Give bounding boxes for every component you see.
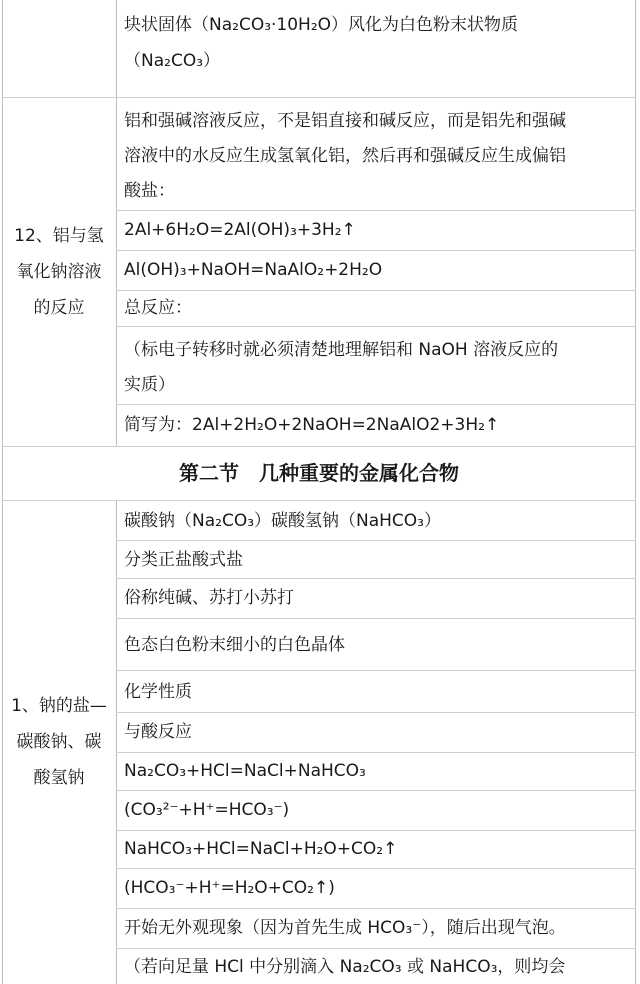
cell-line: （若向足量 HCl 中分别滴入 Na₂CO₃ 或 NaHCO₃，则均会: [124, 957, 566, 977]
cell-line: Na₂CO₃+HCl=NaCl+NaHCO₃: [124, 761, 366, 781]
row-divider: [116, 752, 636, 753]
cell-line: 酸盐：: [124, 181, 175, 201]
table-cell: [124, 10, 518, 76]
label-line: 氧化钠溶液: [16, 262, 102, 282]
cell-line: 总反应：: [124, 298, 192, 318]
cell-line: 实质）: [124, 375, 175, 395]
row-divider: [2, 97, 636, 98]
row-divider: [2, 500, 636, 501]
row-divider: [116, 908, 636, 909]
cell-line: 铝和强碱溶液反应，不是铝直接和碱反应，而是铝先和强碱: [124, 111, 566, 131]
table-cell: [124, 952, 565, 982]
row-divider: [116, 868, 636, 869]
cell-line: NaHCO₃+HCl=NaCl+H₂O+CO₂↑: [124, 839, 398, 859]
row-divider: [116, 578, 636, 579]
document-table: [2, 0, 636, 984]
row-divider: [116, 290, 636, 291]
table-cell: [124, 913, 566, 943]
row-divider: [116, 948, 636, 949]
row-divider: [116, 540, 636, 541]
cell-line: 碳酸钠（Na₂CO₃）碳酸氢钠（NaHCO₃）: [124, 511, 441, 531]
row-divider: [116, 790, 636, 791]
table-cell: [124, 293, 192, 323]
row-divider: [116, 830, 636, 831]
label-line: 的反应: [33, 298, 85, 318]
column-divider: [116, 500, 117, 984]
section-title: 第二节 几种重要的金属化合物: [179, 461, 459, 485]
cell-line: 开始无外观现象（因为首先生成 HCO₃⁻），随后出现气泡。: [124, 918, 566, 938]
cell-line: 色态白色粉末细小的白色晶体: [124, 635, 345, 655]
cell-line: Al(OH)₃+NaOH=NaAlO₂+2H₂O: [124, 260, 383, 280]
equation-cell: [124, 795, 289, 825]
equation-cell: [124, 756, 366, 786]
row-divider: [116, 210, 636, 211]
cell-line: 俗称纯碱、苏打小苏打: [124, 588, 294, 608]
cell-line: （Na₂CO₃）: [124, 51, 221, 71]
table-cell: [124, 717, 192, 747]
equation-cell: [124, 255, 382, 285]
row-divider: [116, 404, 636, 405]
label-line: 碳酸钠、碳: [16, 732, 102, 752]
cell-line: 简写为：2Al+2H₂O+2NaOH=2NaAlO2+3H₂↑: [124, 415, 500, 435]
label-line: 1、钠的盐—: [11, 696, 107, 716]
row-divider: [116, 712, 636, 713]
cell-line: (CO₃²⁻+H⁺=HCO₃⁻): [124, 800, 290, 820]
equation-cell: [124, 873, 335, 903]
table-cell: [124, 104, 566, 209]
table-cell: [124, 545, 243, 575]
row-divider: [116, 326, 636, 327]
label-line: 酸氢钠: [33, 768, 85, 788]
table-cell: [124, 630, 345, 660]
cell-line: 化学性质: [124, 682, 192, 702]
row-divider: [116, 670, 636, 671]
column-divider: [116, 0, 117, 446]
cell-line: 2Al+6H₂O=2Al(OH)₃+3H₂↑: [124, 220, 356, 240]
row-divider: [116, 250, 636, 251]
cell-line: 溶液中的水反应生成氢氧化铝，然后再和强碱反应生成偏铝: [124, 146, 566, 166]
table-cell: [124, 677, 192, 707]
table-cell: [124, 333, 558, 403]
equation-cell: [124, 834, 397, 864]
equation-cell: [124, 410, 499, 440]
row-divider: [116, 618, 636, 619]
cell-line: 块状固体（Na₂CO₃·10H₂O）风化为白色粉末状物质: [124, 15, 519, 35]
cell-line: 分类正盐酸式盐: [124, 550, 243, 570]
row-label-aluminum-naoh: [2, 218, 116, 326]
label-line: 12、铝与氢: [14, 226, 104, 246]
cell-line: (HCO₃⁻+H⁺=H₂O+CO₂↑): [124, 878, 335, 898]
cell-line: （标电子转移时就必须清楚地理解铝和 NaOH 溶液反应的: [124, 340, 559, 360]
equation-cell: [124, 215, 356, 245]
cell-line: 与酸反应: [124, 722, 192, 742]
row-label-sodium-salts: [2, 688, 116, 796]
table-cell: [124, 506, 441, 536]
table-cell: [124, 583, 294, 613]
